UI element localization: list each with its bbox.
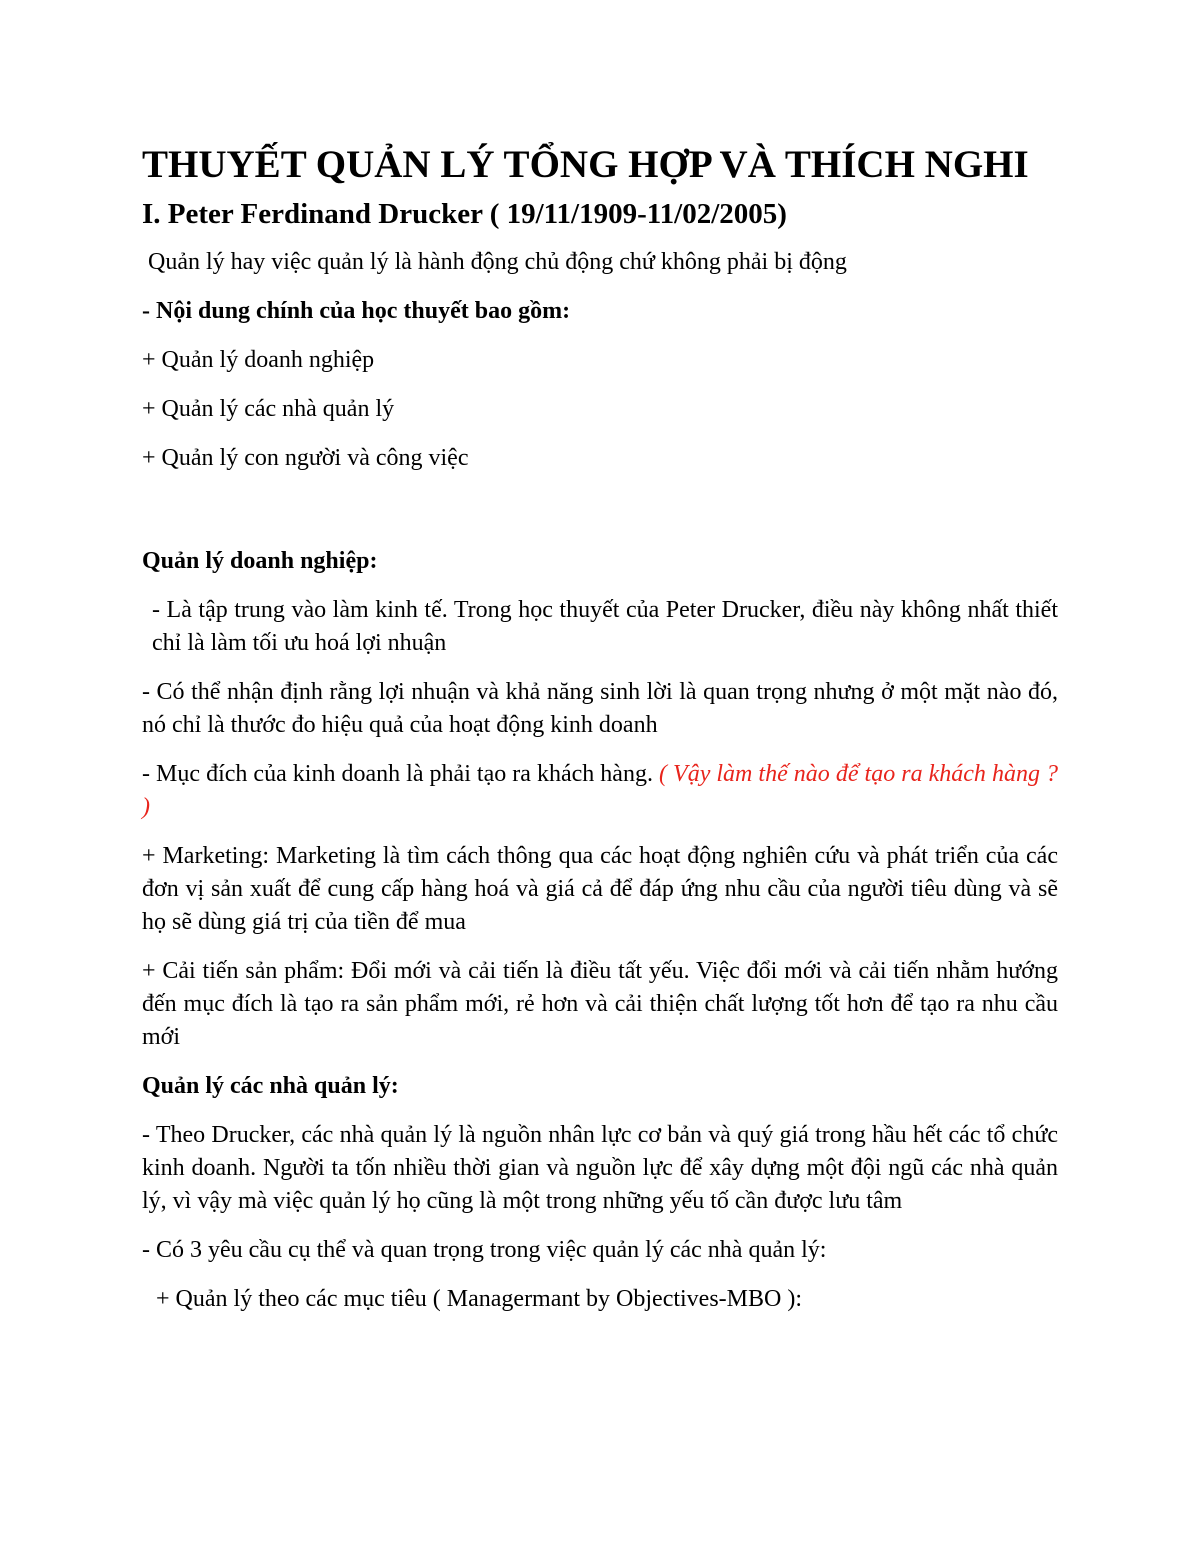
section-business-paragraph-2: - Có thể nhận định rằng lợi nhuận và khả năng sinh lời là quan trọng nhưng ở một mặt nào đó, nó chỉ là thước đo hiệu quả của hoạt động kinh doanh	[142, 679, 1058, 738]
intro-paragraph: Quản lý hay việc quản lý là hành động chủ động chứ không phải bị động	[148, 249, 847, 275]
section-business-marketing: + Marketing: Marketing là tìm cách thông qua các hoạt động nghiên cứu và phát triển của các đơn vị sản xuất để cung cấp hàng hoá và giá cả để đáp ứng nhu cầu của người tiêu dùng và sẽ họ sẽ dùng giá trị của tiền để mua	[142, 843, 1058, 935]
section-business-product-improvement: + Cải tiến sản phẩm: Đổi mới và cải tiến là điều tất yếu. Việc đổi mới và cải tiến nhằm hướng đến mục đích là tạo ra sản phẩm mới, rẻ hơn và cải thiện chất lượng tốt hơn để tạo ra nhu cầu mới	[142, 958, 1058, 1050]
section-business-heading: Quản lý doanh nghiệp:	[142, 548, 378, 574]
section-business-paragraph-1: - Là tập trung vào làm kinh tế. Trong học thuyết của Peter Drucker, điều này không nhất thiết chỉ là làm tối ưu hoá lợi nhuận	[152, 597, 1058, 656]
section-managers-paragraph-1: - Theo Drucker, các nhà quản lý là nguồn nhân lực cơ bản và quý giá trong hầu hết các tổ chức kinh doanh. Người ta tốn nhiều thời gian và nguồn lực để xây dựng một đội ngũ các nhà quản lý, vì vậy mà việc quản lý họ cũng là một trong những yếu tố cần được lưu tâm	[142, 1122, 1058, 1214]
section-managers-paragraph-2: - Có 3 yêu cầu cụ thể và quan trọng trong việc quản lý các nhà quản lý:	[142, 1237, 827, 1263]
section-managers-mbo: + Quản lý theo các mục tiêu ( Managermant by Objectives-MBO ):	[156, 1286, 803, 1312]
main-item-people-work: + Quản lý con người và công việc	[142, 445, 469, 471]
document-body	[142, 138, 1058, 1332]
section-business-paragraph-3	[142, 758, 1058, 824]
customer-purpose-text: - Mục đích của kinh doanh là phải tạo ra khách hàng.	[142, 761, 653, 787]
main-item-managers: + Quản lý các nhà quản lý	[142, 396, 395, 422]
customer-question-text: ( Vậy làm thế nào để tạo ra khách hàng ? )	[142, 761, 1059, 820]
main-item-business: + Quản lý doanh nghiệp	[142, 347, 375, 373]
document-title: THUYẾT QUẢN LÝ TỔNG HỢP VÀ THÍCH NGHI	[142, 143, 1029, 186]
document-subtitle: I. Peter Ferdinand Drucker ( 19/11/1909-11/02/2005)	[142, 198, 787, 230]
main-content-heading: - Nội dung chính của học thuyết bao gồm:	[142, 298, 571, 324]
section-managers-heading: Quản lý các nhà quản lý:	[142, 1073, 399, 1099]
